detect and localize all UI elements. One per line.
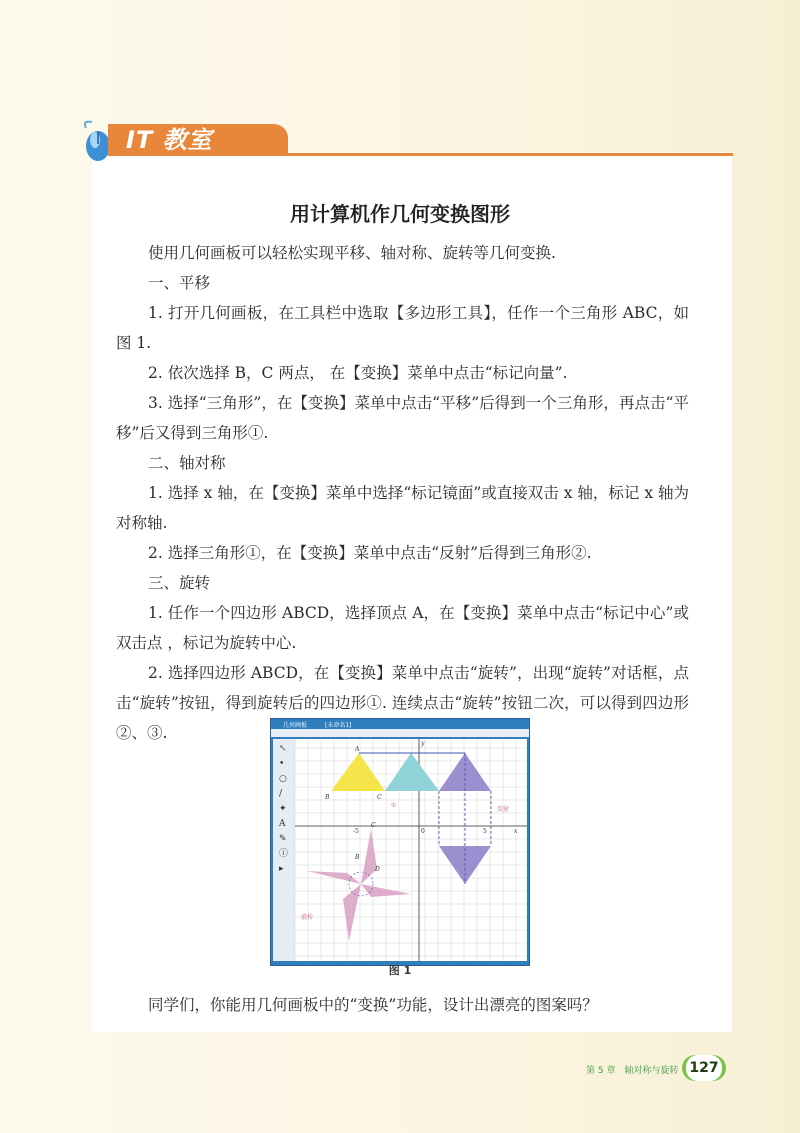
tick-label: 0 (421, 828, 425, 835)
step-paragraph: 3. 选择“三角形”，在【变换】菜单中点击“平移”后得到一个三角形，再点击“平移”后又得到三角形①. (116, 394, 689, 442)
window-title: 几何画板 (283, 722, 308, 729)
point-label-b: B (355, 854, 360, 861)
window-tab: [未命名1] (325, 722, 352, 729)
section-heading-translation: 一、平移 (148, 274, 211, 292)
intro-paragraph: 使用几何画板可以轻松实现平移、轴对称、旋转等几何变换. (148, 244, 556, 262)
toolbar-tool-8[interactable]: ▸ (279, 864, 284, 874)
toolbar-tool-0[interactable]: ↖ (279, 744, 287, 754)
step-paragraph: 1. 选择 x 轴，在【变换】菜单中选择“标记镜面”或直接双击 x 轴，标记 x 轴为对称轴. (116, 484, 689, 532)
toolbar-tool-6[interactable]: ✎ (279, 834, 287, 844)
toolbar-tool-5[interactable]: A (279, 819, 286, 829)
step-paragraph: 1. 打开几何画板，在工具栏中选取【多边形工具】，任作一个三角形 ABC，如图 1. (116, 304, 689, 352)
chapter-footer: 第 5 章 轴对称与旋转 (586, 1066, 679, 1076)
step-paragraph: 2. 选择三角形①，在【变换】菜单中点击“反射”后得到三角形②. (148, 544, 592, 562)
point-label-a: A (355, 746, 360, 753)
step-paragraph: 2. 依次选择 B，C 两点， 在【变换】菜单中点击“标记向量”. (148, 364, 568, 382)
point-label-d: D (375, 866, 380, 873)
toolbar-tool-2[interactable]: ○ (279, 774, 287, 784)
geometry-sketchpad-window (271, 719, 529, 965)
point-label-b: B (325, 794, 330, 801)
toolbar-tool-4[interactable]: ✦ (279, 804, 287, 814)
page-number: 127 (686, 1055, 722, 1081)
y-axis-label: y (421, 740, 425, 747)
section-label: IT 教室 (126, 126, 213, 154)
section-heading-rotation: 三、旋转 (148, 574, 211, 592)
translation-tag: ① (391, 802, 397, 809)
x-axis-label: x (514, 828, 518, 835)
rotation-tag: 旋转 (301, 914, 314, 921)
tick-label: 5 (483, 828, 487, 835)
figure-screenshot (270, 718, 530, 966)
page-title: 用计算机作几何变换图形 (290, 202, 510, 226)
toolbar-tool-1[interactable]: • (279, 759, 285, 769)
tick-label: -5 (353, 828, 359, 835)
figure-caption: 图 1 (388, 964, 412, 977)
reflection-tag: 反射 (497, 806, 510, 813)
point-label-c: C (377, 794, 382, 801)
section-heading-reflection: 二、轴对称 (148, 454, 226, 472)
step-paragraph: 2. 选择四边形 ABCD，在【变换】菜单中点击“旋转”，出现“旋转”对话框，点击“旋转”按钮，得到旋转后的四边形①. 连续点击“旋转”按钮二次，可以得到四边形②、③. (116, 664, 689, 742)
step-paragraph: 1. 任作一个四边形 ABCD，选择顶点 A，在【变换】菜单中点击“标记中心”或双击点 ，标记为旋转中心. (116, 604, 689, 652)
point-label-c: C (371, 822, 376, 829)
closing-question: 同学们，你能用几何画板中的“变换”功能，设计出漂亮的图案吗？ (148, 996, 598, 1014)
toolbar-tool-7[interactable]: ⓘ (279, 849, 289, 859)
toolbar-tool-3[interactable]: / (279, 789, 283, 799)
